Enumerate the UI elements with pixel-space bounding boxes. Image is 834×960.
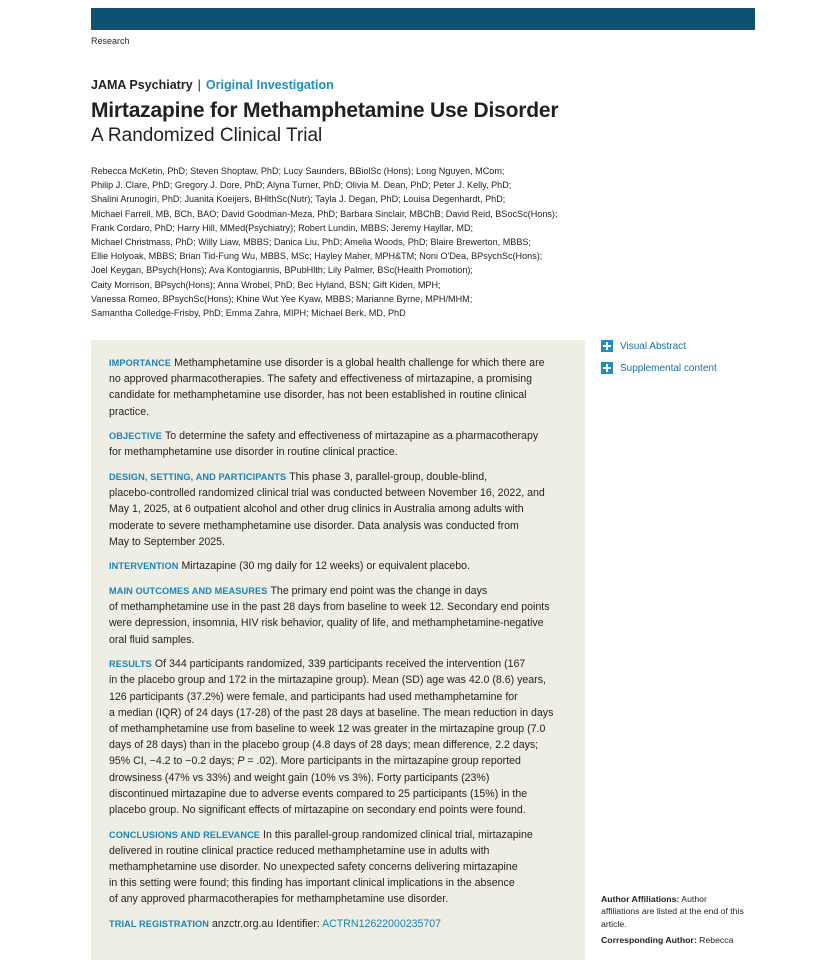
visual-abstract-link[interactable] [601, 339, 717, 353]
plus-icon [601, 362, 613, 374]
conclusions-text: in this setting were found; this finding has important clinical implications in the absence [109, 877, 515, 890]
conclusions-text: methamphetamine use disorder. No unexpected safety concerns delivering mirtazapine [109, 861, 518, 874]
corresponding-text: Rebecca [696, 935, 734, 945]
corresponding-label: Corresponding Author: [601, 935, 697, 945]
conclusions-heading: CONCLUSIONS AND RELEVANCE [109, 829, 261, 840]
intervention-text: Mirtazapine (30 mg daily for 12 weeks) or equivalent placebo. [181, 560, 470, 573]
results-text: 126 participants (37.2%) were female, and participants had used methamphetamine for [109, 690, 518, 703]
results-text: discontinued mirtazapine due to adverse events compared to 25 participants (15%) in the [109, 787, 528, 800]
design-text: placebo-controlled randomized clinical trial was conducted between November 16, 2022, and [109, 487, 545, 500]
article-type-link[interactable]: Original Investigation [205, 78, 334, 92]
results-text: Of 344 participants randomized, 339 participants received the intervention (167 [154, 658, 526, 671]
conclusions-text: of any approved pharmacotherapies for methamphetamine use disorder. [109, 893, 449, 906]
author-list [91, 164, 591, 320]
abstract-objective [109, 428, 571, 460]
results-text: a median (IQR) of 24 days (17-28) of the past 28 days at baseline. The mean reduction in days [109, 706, 554, 719]
journal-line [91, 78, 334, 92]
importance-text: candidate for methamphetamine use disorder, has not been established in routine clinical [109, 389, 527, 402]
abstract-design [109, 469, 571, 550]
conclusions-text: delivered in routine clinical practice reduced methamphetamine use in adults with [109, 844, 490, 857]
abstract-registration [109, 916, 571, 932]
objective-text: for methamphetamine use disorder in routine clinical practice. [109, 446, 398, 459]
importance-heading: IMPORTANCE [109, 358, 172, 368]
visual-abstract-label: Visual Abstract [620, 340, 686, 352]
author-line: Samantha Colledge-Frisby, PhD; Emma Zahra, MIPH; Michael Berk, MD, PhD [91, 308, 406, 319]
results-ci-line [109, 753, 571, 769]
results-text: of methamphetamine use from baseline to week 12 was greater in the mirtazapine group (7.0 [109, 723, 546, 736]
objective-heading: OBJECTIVE [109, 431, 162, 442]
outcomes-text: of methamphetamine use in the past 28 days from baseline to week 12. Secondary end points [109, 601, 550, 614]
sidebar-links [601, 339, 717, 383]
affiliations-text: affiliations are listed at the end of this [601, 906, 744, 917]
intervention-heading: INTERVENTION [109, 561, 179, 572]
registration-heading: TRIAL REGISTRATION [109, 919, 209, 930]
author-line: Michael Christmass, PhD; Willy Liaw, MBBS; Danica Liu, PhD; Amelia Woods, PhD; Blaire Brewerton, MBBS; [91, 237, 532, 248]
importance-text: Methamphetamine use disorder is a global health challenge for which there are [174, 357, 545, 369]
importance-text: practice. [109, 405, 150, 418]
design-text: May 1, 2025, at 6 outpatient alcohol and other drug clinics in Australia among adults with [109, 503, 524, 516]
author-line: Shalini Arunogiri, PhD; Juanita Koeijers, BHlthSc(Nutr); Tayla J. Degan, PhD; Louisa Degenhardt, PhD; [91, 194, 506, 205]
design-text: May to September 2025. [109, 535, 226, 548]
abstract-box [91, 340, 585, 960]
journal-name: JAMA Psychiatry [91, 78, 193, 92]
outcomes-text: were depression, insomnia, HIV risk behavior, quality of life, and methamphetamine-negative [109, 617, 544, 630]
corresponding-author [601, 935, 733, 945]
author-line: Michael Farrell, MB, BCh, BAO; David Goodman-Meza, PhD; Barbara Sinclair, MBChB; David Reid, BSocSc(Hons); [91, 208, 558, 219]
importance-text: no approved pharmacotherapies. The safety and effectiveness of mirtazapine, a promising [109, 373, 533, 386]
supplemental-content-link[interactable] [601, 361, 717, 375]
abstract-importance [109, 355, 571, 420]
affiliations-text: article. [601, 918, 627, 929]
author-line: Joel Keygan, BPsych(Hons); Ava Kontogiannis, BPubHlth; Lily Palmer, BSc(Health Promotion); [91, 265, 473, 276]
results-ci-start: 95% CI, −4.2 to −0.2 days; [109, 755, 238, 768]
abstract-intervention [109, 558, 571, 574]
outcomes-text: The primary end point was the change in days [270, 585, 488, 597]
p-value-label: P [237, 755, 245, 768]
results-text: in the placebo group and 172 in the mirtazapine group). Mean (SD) age was 42.0 (8.6) years, [109, 674, 546, 687]
author-affiliations [601, 893, 761, 930]
supplemental-content-label: Supplemental content [620, 362, 717, 374]
affiliations-label: Author Affiliations: [601, 894, 680, 904]
outcomes-heading: MAIN OUTCOMES AND MEASURES [109, 586, 268, 596]
design-text: This phase 3, parallel-group, double-blind, [289, 471, 488, 483]
article-title: Mirtazapine for Methamphetamine Use Disorder [91, 99, 559, 122]
author-line: Caity Morrison, BPsych(Hons); Anna Wrobel, PhD; Bec Hyland, BSN; Gift Kiden, MPH; [91, 279, 441, 290]
results-ci-end: = .02). More participants in the mirtazapine group reported [244, 755, 521, 768]
abstract-results [109, 656, 571, 818]
author-line: Rebecca McKetin, PhD; Steven Shoptaw, PhD; Lucy Saunders, BBiolSc (Hons); Long Nguyen, MCom; [91, 166, 505, 176]
results-text: days of 28 days) than in the placebo group (4.8 days of 28 days; mean difference, 2.2 days; [109, 739, 539, 752]
abstract-conclusions [109, 827, 571, 908]
results-heading: RESULTS [109, 659, 152, 670]
author-line: Philip J. Clare, PhD; Gregory J. Dore, PhD; Alyna Turner, PhD; Olivia M. Dean, PhD; Peter J. Kelly, PhD; [91, 180, 512, 191]
design-heading: DESIGN, SETTING, AND PARTICIPANTS [109, 472, 287, 482]
journal-banner [91, 8, 755, 30]
conclusions-text: In this parallel-group randomized clinical trial, mirtazapine [263, 828, 533, 841]
plus-icon [601, 340, 613, 352]
author-line: Vanessa Romeo, BPsychSc(Hons); Khine Wut Yee Kyaw, MBBS; Marianne Byrne, MPH/MHM; [91, 293, 473, 304]
author-line: Ellie Holyoak, MBBS; Brian Tid-Fung Wu, MBBS, MSc; Hayley Maher, MPH&TM; Noni O'Dea, BPsychSc(Hons); [91, 251, 543, 262]
outcomes-text: oral fluid samples. [109, 633, 195, 646]
article-subtitle: A Randomized Clinical Trial [91, 125, 323, 146]
affiliations-text: Author [679, 894, 707, 904]
objective-text: To determine the safety and effectiveness of mirtazapine as a pharmacotherapy [164, 430, 539, 443]
results-text: drowsiness (47% vs 33%) and weight gain (10% vs 3%). Forty participants (23%) [109, 771, 490, 784]
abstract-outcomes [109, 583, 571, 648]
results-text: placebo group. No significant effects of mirtazapine on secondary end points were found. [109, 804, 526, 817]
registration-text: anzctr.org.au Identifier: [211, 918, 323, 931]
registration-id-link[interactable]: ACTRN12622000235707 [322, 918, 442, 931]
section-label: Research [91, 36, 130, 46]
journal-separator: | [197, 78, 201, 92]
author-line: Frank Cordaro, PhD; Harry Hill, MMed(Psychiatry); Robert Lundin, MBBS; Jeremy Hayllar, MD; [91, 222, 474, 233]
design-text: moderate to severe methamphetamine use disorder. Data analysis was conducted from [109, 519, 519, 532]
